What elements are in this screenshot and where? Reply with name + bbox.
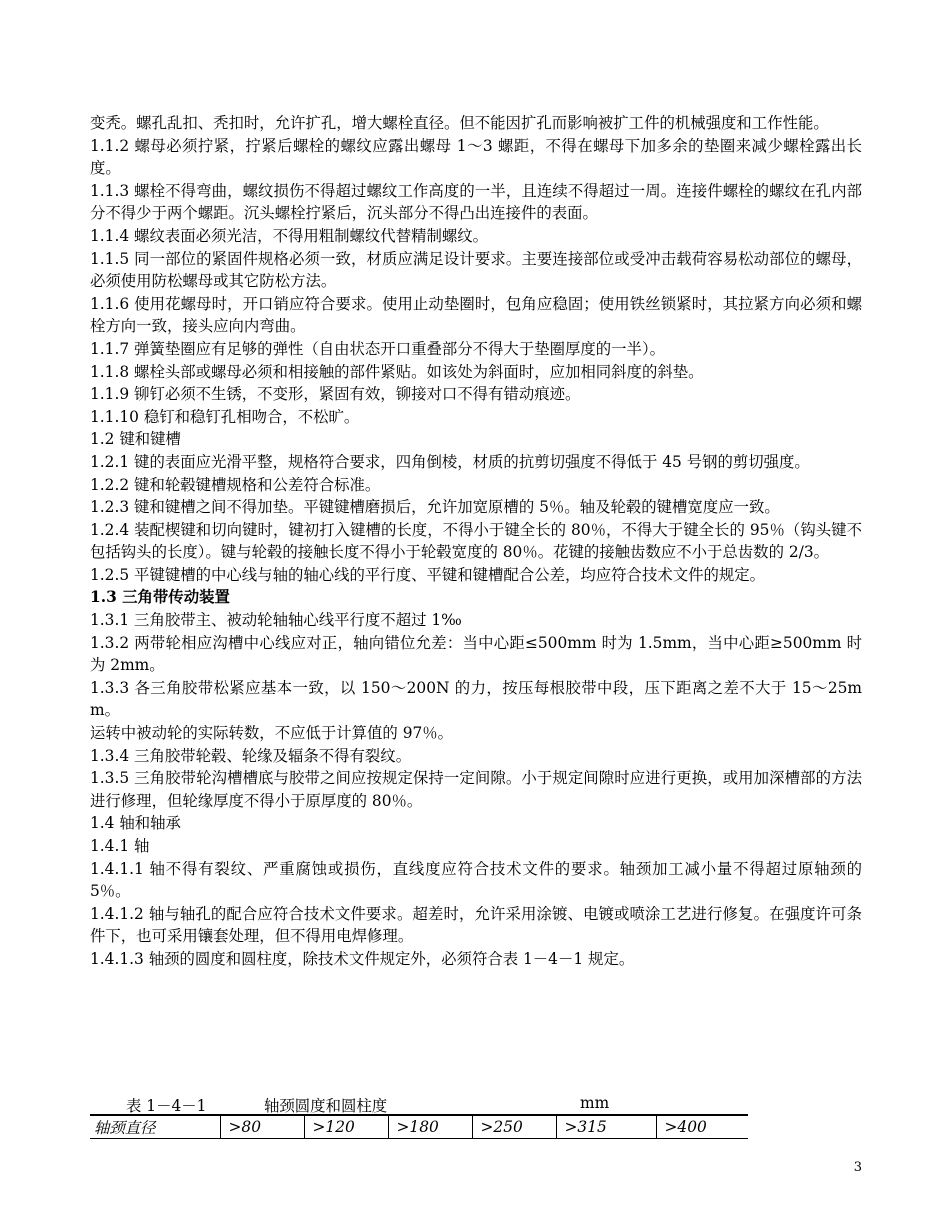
table-number: 表 1－4－1 bbox=[126, 1097, 207, 1115]
paragraph: 1.1.3 螺栓不得弯曲，螺纹损伤不得超过螺纹工作高度的一半，且连续不得超过一周。连接件螺栓的螺纹在孔内部分不得少于两个螺距。沉头螺栓拧紧后，沉头部分不得凸出连接件的表面。 bbox=[90, 181, 862, 223]
paragraph: 1.4.1.1 轴不得有裂纹、严重腐蚀或损伤，直线度应符合技术文件的要求。轴颈加工减小量不得超过原轴颈的 5％。 bbox=[90, 859, 862, 901]
table-cell: >315 bbox=[556, 1115, 656, 1139]
paragraph: 1.1.10 稳钉和稳钉孔相吻合，不松旷。 bbox=[90, 407, 360, 426]
paragraph: 1.1.9 铆钉必须不生锈，不变形，紧固有效，铆接对口不得有错动痕迹。 bbox=[90, 385, 581, 404]
table-cell: >180 bbox=[388, 1115, 472, 1139]
paragraph: 1.1.6 使用花螺母时，开口销应符合要求。使用止动垫圈时，包角应稳固；使用铁丝锁紧时，其拉紧方向必须和螺栓方向一致，接头应向内弯曲。 bbox=[90, 294, 862, 336]
paragraph: 运转中被动轮的实际转数，不应低于计算值的 97％。 bbox=[90, 724, 454, 743]
page-number: 3 bbox=[853, 1160, 862, 1175]
table-cell: >80 bbox=[220, 1115, 304, 1139]
paragraph: 1.2.2 键和轮毂键槽规格和公差符合标准。 bbox=[90, 475, 381, 494]
paragraph: 1.3 三角带传动装置 bbox=[90, 588, 230, 607]
paragraph: 1.3.4 三角胶带轮毂、轮缘及辐条不得有裂纹。 bbox=[90, 746, 412, 765]
table-title: 轴颈圆度和圆柱度 bbox=[264, 1097, 388, 1115]
paragraph: 1.3.3 各三角胶带松紧应基本一致，以 150～200N 的力，按压每根胶带中段，压下距离之差不大于 15～25mm。 bbox=[90, 678, 862, 720]
table-cell: 轴颈直径 bbox=[90, 1115, 220, 1139]
paragraph: 1.1.5 同一部位的紧固件规格必须一致，材质应满足设计要求。主要连接部位或受冲击载荷容易松动部位的螺母，必须使用防松螺母或其它防松方法。 bbox=[90, 249, 862, 291]
paragraph: 1.2 键和键槽 bbox=[90, 430, 181, 449]
table-unit: mm bbox=[580, 1094, 610, 1112]
table-cell: >400 bbox=[656, 1115, 748, 1139]
table-caption bbox=[0, 1094, 950, 1116]
body-text bbox=[90, 112, 862, 971]
paragraph: 1.4.1.2 轴与轴孔的配合应符合技术文件要求。超差时，允许采用涂镀、电镀或喷涂工艺进行修复。在强度许可条件下，也可采用镶套处理，但不得用电焊修理。 bbox=[90, 904, 862, 946]
table-cell: >120 bbox=[304, 1115, 388, 1139]
table-header-row bbox=[90, 1115, 748, 1139]
paragraph: 1.2.1 键的表面应光滑平整，规格符合要求，四角倒棱，材质的抗剪切强度不得低于 45 号钢的剪切强度。 bbox=[90, 452, 810, 471]
paragraph: 1.3.5 三角胶带轮沟槽槽底与胶带之间应按规定保持一定间隙。小于规定间隙时应进行更换，或用加深槽部的方法进行修理，但轮缘厚度不得小于原厚度的 80％。 bbox=[90, 769, 862, 810]
paragraph: 1.1.2 螺母必须拧紧，拧紧后螺栓的螺纹应露出螺母 1～3 螺距，不得在螺母下加多余的垫圈来减少螺栓露出长度。 bbox=[90, 136, 862, 178]
table-cell: >250 bbox=[472, 1115, 556, 1139]
journal-tolerance-table bbox=[90, 1114, 748, 1139]
paragraph: 1.1.4 螺纹表面必须光洁，不得用粗制螺纹代替精制螺纹。 bbox=[90, 226, 489, 245]
paragraph: 1.2.5 平键键槽的中心线与轴的轴心线的平行度、平键和键槽配合公差，均应符合技术文件的规定。 bbox=[90, 565, 766, 584]
paragraph: 1.1.8 螺栓头部或螺母必须和相接触的部件紧贴。如该处为斜面时，应加相同斜度的斜垫。 bbox=[90, 362, 704, 381]
paragraph: 1.3.1 三角胶带主、被动轮轴轴心线平行度不超过 1‰ bbox=[90, 611, 462, 630]
paragraph: 1.4.1 轴 bbox=[90, 837, 150, 855]
paragraph: 1.3.2 两带轮相应沟槽中心线应对正，轴向错位允差：当中心距≤500mm 时为 1.5mm，当中心距≥500mm 时为 2mm。 bbox=[90, 633, 862, 675]
paragraph: 1.4 轴和轴承 bbox=[90, 814, 181, 833]
paragraph: 变秃。螺孔乱扣、秃扣时，允许扩孔，增大螺栓直径。但不能因扩孔而影响被扩工件的机械强度和工作性能。 bbox=[90, 114, 829, 132]
paragraph: 1.2.4 装配楔键和切向键时，键初打入键槽的长度，不得小于键全长的 80％，不得大于键全长的 95％（钩头键不包括钩头的长度）。键与轮毂的接触长度不得小于轮毂宽度的 80％。花键的接触齿数应不小于总齿数的 2/3。 bbox=[90, 520, 862, 562]
paragraph: 1.4.1.3 轴颈的圆度和圆柱度，除技术文件规定外，必须符合表 1－4－1 规定。 bbox=[90, 949, 635, 968]
paragraph: 1.1.7 弹簧垫圈应有足够的弹性（自由状态开口重叠部分不得大于垫圈厚度的一半）。 bbox=[90, 339, 666, 358]
paragraph: 1.2.3 键和键槽之间不得加垫。平键键槽磨损后，允许加宽原槽的 5％。轴及轮毂的键槽宽度应一致。 bbox=[90, 498, 780, 517]
